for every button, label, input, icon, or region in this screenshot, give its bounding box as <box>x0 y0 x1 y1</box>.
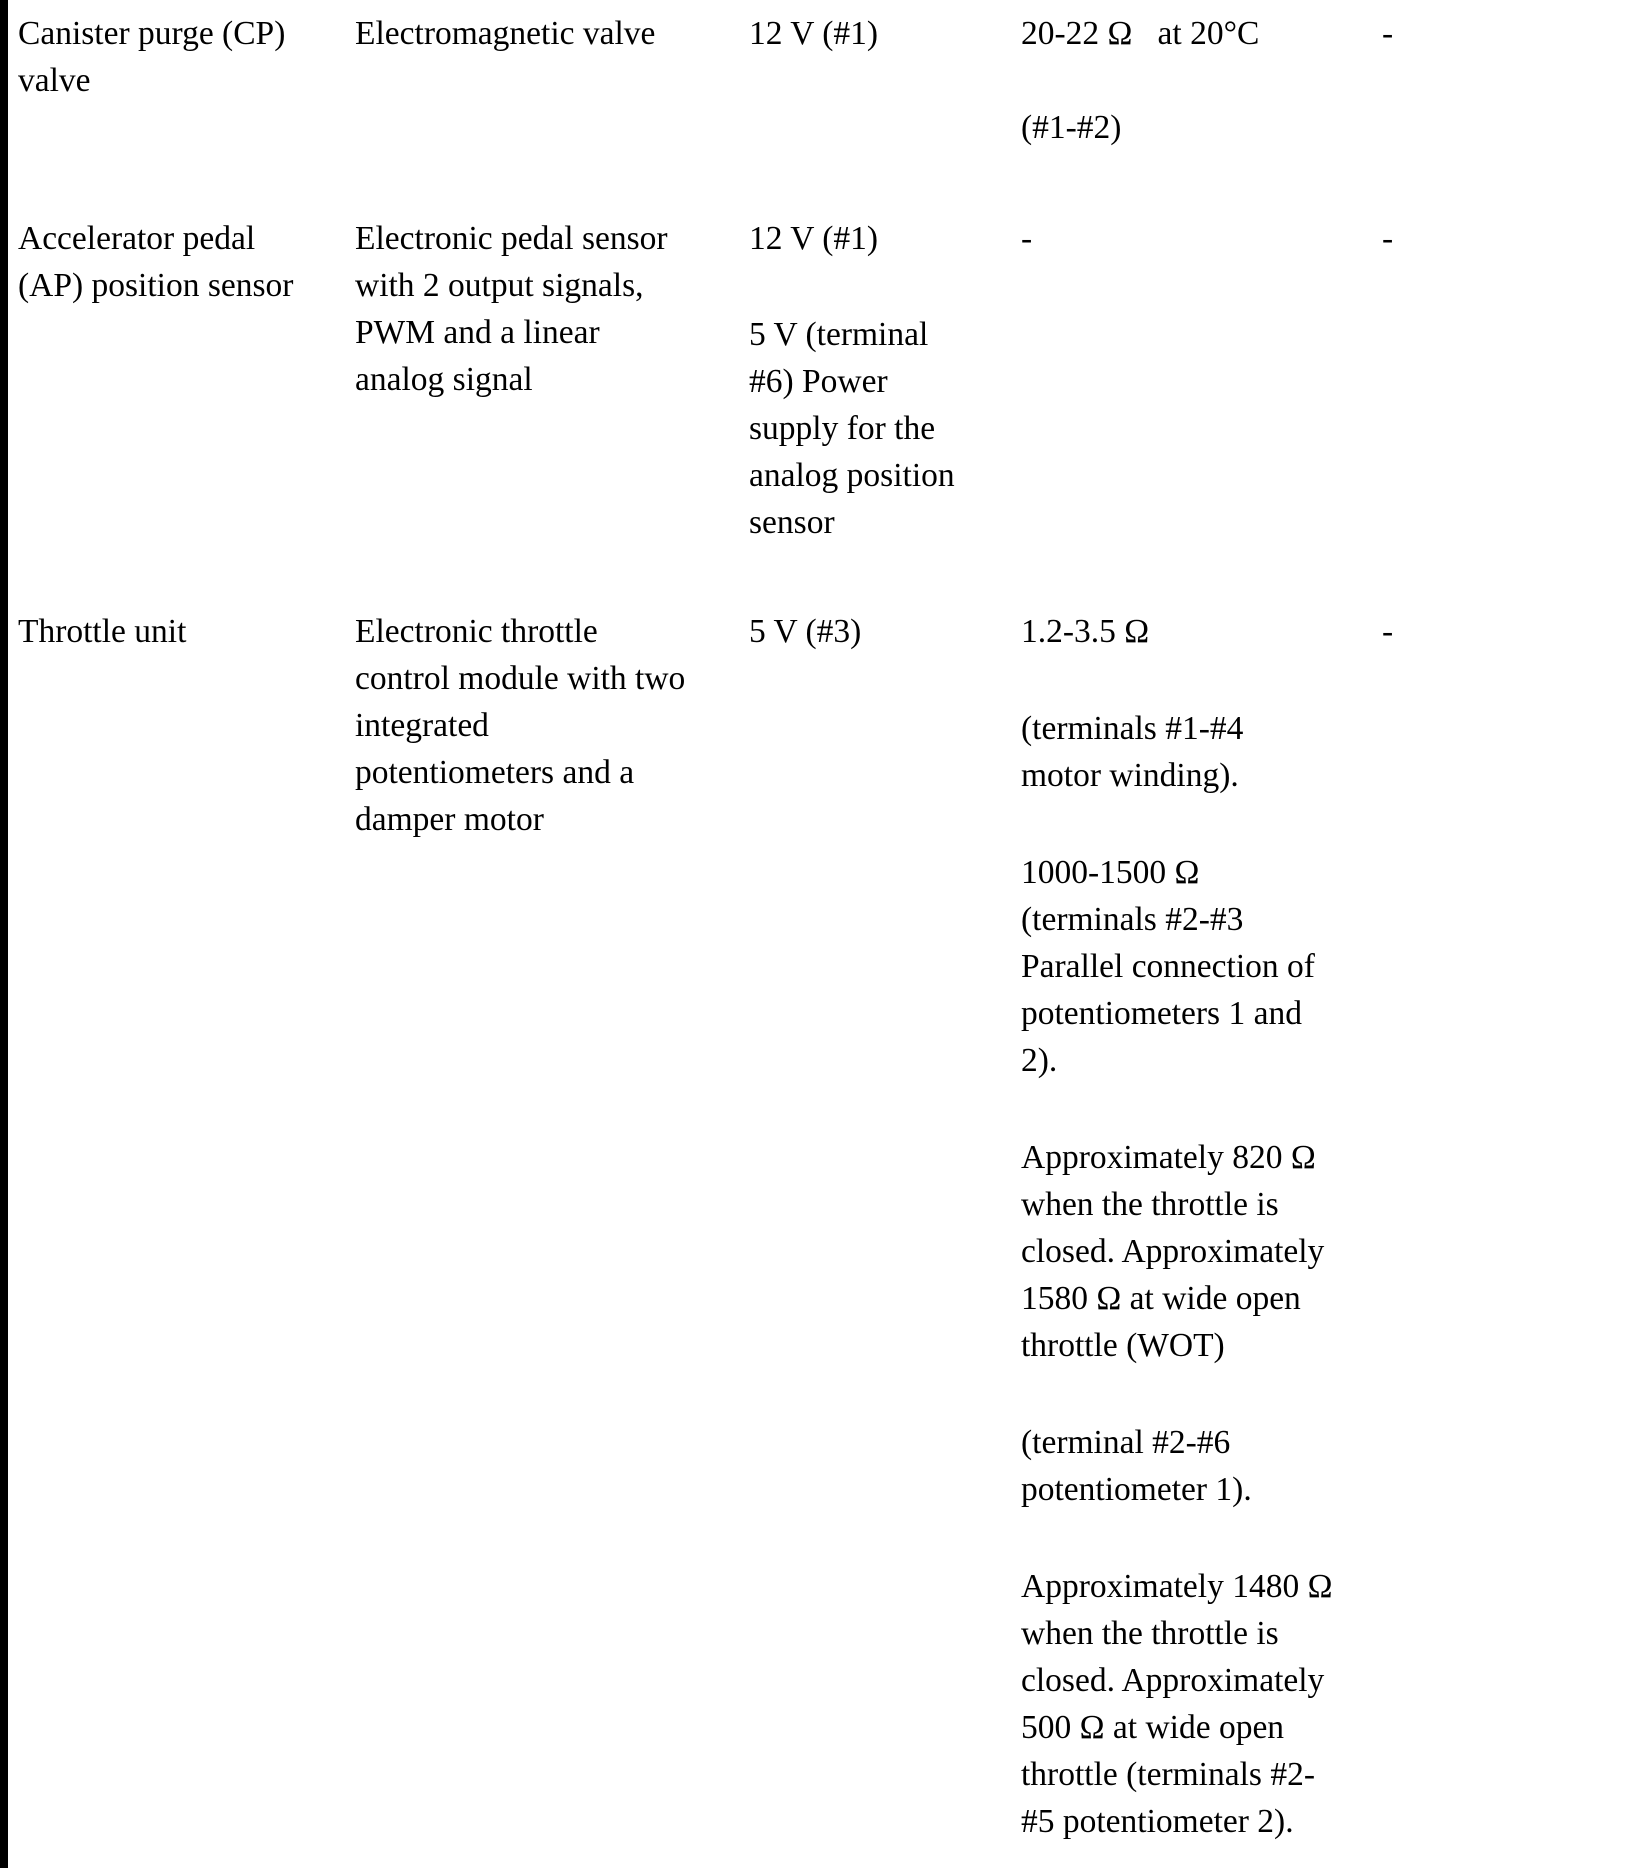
resistance-line: 20-22 Ω at 20°C <box>1021 15 1260 52</box>
type-line: integrated <box>355 707 489 744</box>
component-line: Accelerator pedal <box>18 220 256 257</box>
resistance-line: potentiometer 1). <box>1021 1471 1252 1508</box>
resistance-line: motor winding). <box>1021 757 1239 794</box>
component-line: Canister purge (CP) <box>18 15 286 52</box>
type-line: Electronic throttle <box>355 613 598 650</box>
resistance-line: 1000-1500 Ω <box>1021 854 1200 891</box>
type-line: analog signal <box>355 361 533 398</box>
resistance-line: (terminal #2-#6 <box>1021 1424 1231 1461</box>
resistance-line: throttle (terminals #2- <box>1021 1756 1315 1793</box>
resistance-line: (#1-#2) <box>1021 109 1122 146</box>
other-cell <box>1382 608 1422 655</box>
resistance-line: 1.2-3.5 Ω <box>1021 613 1150 650</box>
component-line: valve <box>18 62 91 99</box>
resistance-line: throttle (WOT) <box>1021 1327 1225 1364</box>
type-cell <box>355 608 750 843</box>
type-line: potentiometers and a <box>355 754 635 791</box>
component-line: Throttle unit <box>18 613 187 650</box>
type-cell <box>355 10 750 57</box>
resistance-line: Parallel connection of <box>1021 948 1315 985</box>
voltage-line: analog position <box>749 457 955 494</box>
voltage-line: sensor <box>749 504 835 541</box>
resistance-line: 2). <box>1021 1042 1058 1079</box>
type-line: control module with two <box>355 660 686 697</box>
type-line: Electromagnetic valve <box>355 15 656 52</box>
type-line: with 2 output signals, <box>355 267 644 304</box>
voltage-line: 5 V (terminal <box>749 316 929 353</box>
component-cell <box>18 10 348 104</box>
resistance-cell <box>1021 608 1401 1845</box>
resistance-line: Approximately 1480 Ω <box>1021 1568 1333 1605</box>
resistance-cell <box>1021 10 1401 151</box>
other-cell <box>1382 10 1422 57</box>
resistance-line: (terminals #2-#3 <box>1021 901 1244 938</box>
type-line: damper motor <box>355 801 544 838</box>
other-cell <box>1382 215 1422 262</box>
resistance-line: potentiometers 1 and <box>1021 995 1302 1032</box>
resistance-line: - <box>1021 220 1033 257</box>
component-line: (AP) position sensor <box>18 267 294 304</box>
component-cell <box>18 215 348 309</box>
voltage-cell <box>749 215 1009 546</box>
voltage-line: supply for the <box>749 410 936 447</box>
spec-table <box>18 0 1618 1868</box>
voltage-cell <box>749 608 1009 655</box>
other-value: - <box>1382 613 1394 650</box>
resistance-line: 500 Ω at wide open <box>1021 1709 1285 1746</box>
voltage-line: 5 V (#3) <box>749 613 862 650</box>
type-cell <box>355 215 750 403</box>
resistance-line: 1580 Ω at wide open <box>1021 1280 1301 1317</box>
type-line: Electronic pedal sensor <box>355 220 668 257</box>
voltage-line: #6) Power <box>749 363 888 400</box>
resistance-cell <box>1021 215 1401 262</box>
resistance-line: when the throttle is <box>1021 1186 1279 1223</box>
other-value: - <box>1382 220 1394 257</box>
type-line: PWM and a linear <box>355 314 600 351</box>
voltage-line: 12 V (#1) <box>749 220 879 257</box>
resistance-line: when the throttle is <box>1021 1615 1279 1652</box>
left-border-rule <box>0 0 8 1868</box>
component-cell <box>18 608 348 655</box>
voltage-line: 12 V (#1) <box>749 15 879 52</box>
resistance-line: closed. Approximately <box>1021 1662 1325 1699</box>
voltage-cell <box>749 10 1009 57</box>
other-value: - <box>1382 15 1394 52</box>
resistance-line: #5 potentiometer 2). <box>1021 1803 1294 1840</box>
resistance-line: Approximately 820 Ω <box>1021 1139 1316 1176</box>
resistance-line: closed. Approximately <box>1021 1233 1325 1270</box>
resistance-line: (terminals #1-#4 <box>1021 710 1244 747</box>
